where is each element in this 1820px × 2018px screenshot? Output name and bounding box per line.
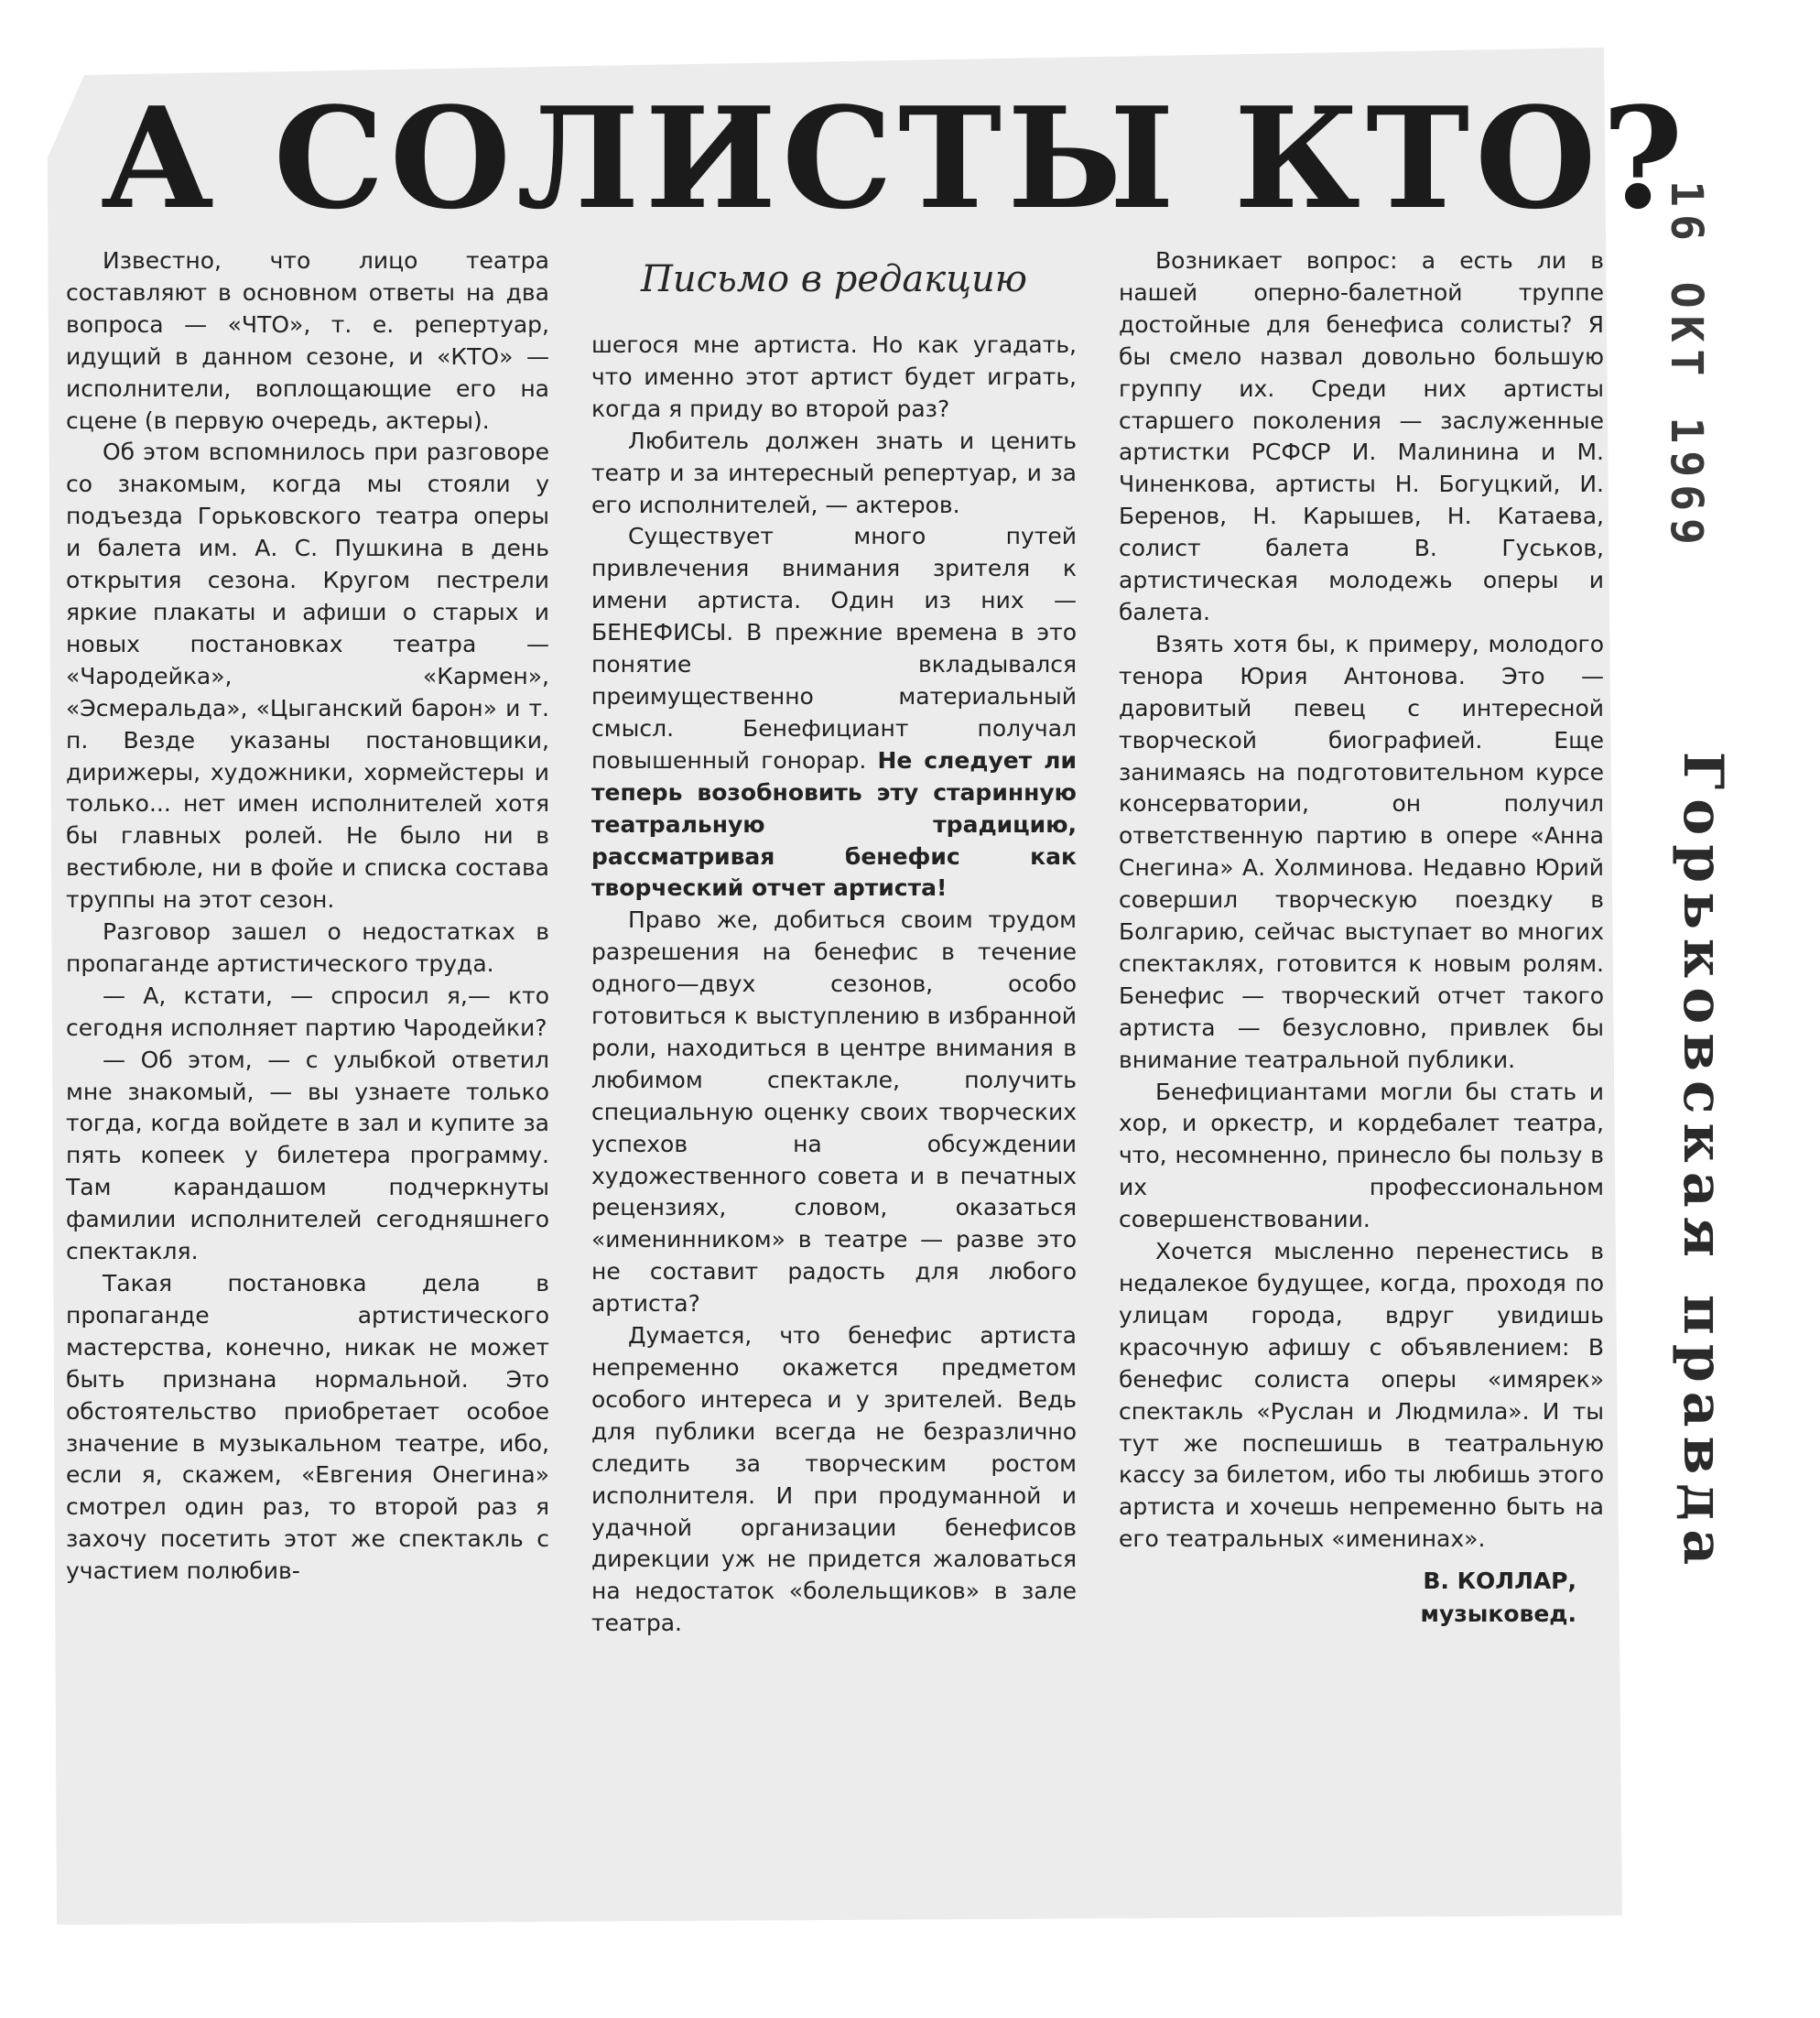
paragraph: Разговор зашел о недостатках в пропаганде артистического труда.	[66, 918, 549, 977]
newspaper-stamp	[1666, 751, 1739, 1575]
bold-proposal: Не следует ли теперь возобновить эту старинную театральную традицию, рассматривая бенефис как творческий отчет артиста!	[591, 746, 1077, 902]
author-name: В. КОЛЛАР,	[1423, 1568, 1576, 1595]
paragraph: Взять хотя бы, к примеру, молодого тенора Юрия Антонова. Это — даровитый певец с интересной творческой биографией. Еще занимаясь на подготовительном курсе консерватории, он получил ответственную партию в опере «Анна Снегина» А. Холминова. Недавно Юрий совершил творческую поездку в Болгарию, сейчас выступает во многих спектаклях, готовится к новым ролям. Бенефис — творческий отчет такого артиста — безусловно, привлек бы внимание театральной публики.	[1119, 630, 1604, 1073]
article-column-2	[591, 330, 1077, 1640]
paragraph: Известно, что лицо театра составляют в основном ответы на два вопроса — «ЧТО», т. е. репертуар, идущий в данном сезоне, и «КТО» — исполнители, воплощающие его на сцене (в первую очередь, актеры).	[66, 247, 549, 434]
headline: А СОЛИСТЫ КТО?	[101, 76, 1689, 240]
paragraph: Думается, что бенефис артиста непременно окажется предметом особого интереса и у зрителей. Ведь для публики всегда не безразлично следить за творческим ростом исполнителя. И при продуманной и удачной организации бенефисов дирекции уж не придется жаловаться на недостаток «болельщиков» в зале театра.	[591, 1322, 1077, 1637]
date-stamp-text: 16 ОКТ 1969	[1661, 180, 1713, 552]
paragraph-text: Существует много путей привлечения внимания зрителя к имени артиста. Один из них — БЕНЕФИСЫ. В прежние времена в это понятие вкладывался преимущественно материальный смысл. Бенефициант получал повышенный гонорар.	[591, 523, 1077, 774]
paragraph: Бенефициантами могли бы стать и хор, и оркестр, и кордебалет театра, что, несомненно, принесло бы пользу в их профессиональном совершенствовании.	[1119, 1078, 1604, 1233]
paragraph: — А, кстати, — спросил я,— кто сегодня исполняет партию Чародейки?	[66, 982, 549, 1041]
article-column-1	[66, 245, 549, 1588]
article-column-3	[1119, 245, 1604, 1631]
paragraph: Такая постановка дела в пропаганде артистического мастерства, конечно, никак не может быть признана нормальной. Это обстоятельство приобретает особое значение в музыкальном театре, ибо, если я, скажем, «Евгения Онегина» смотрел один раз, то второй раз я захочу посетить этот же спектакль с участием полюбив-	[66, 1270, 549, 1585]
author-title: музыковед.	[1420, 1600, 1576, 1628]
subheading: Письмо в редакцию	[640, 258, 1028, 300]
signature	[1119, 1565, 1604, 1631]
paragraph: Право же, добиться своим трудом разрешения на бенефис в течение одного—двух сезонов, особо готовиться к выступлению в избранной роли, находиться в центре внимания в любимом спектакле, получить специальную оценку своих творческих успехов на обсуждении художественного совета и в печатных рецензиях, словом, оказаться «именинником» в театре — разве это не составит радость для любого артиста?	[591, 906, 1077, 1318]
paragraph: — Об этом, — с улыбкой ответил мне знакомый, — вы узнаете только тогда, когда войдете в зал и купите за пять копеек у билетера программу. Там карандашом подчеркнуты фамилии исполнителей сегодняшнего спектакля.	[66, 1046, 549, 1265]
paragraph: Об этом вспомнилось при разговоре со знакомым, когда мы стояли у подъезда Горьковского театра оперы и балета им. А. С. Пушкина в день открытия сезона. Кругом пестрели яркие плакаты и афиши о старых и новых постановках театра — «Чародейка», «Кармен», «Эсмеральда», «Цыганский барон» и т. п. Везде указаны постановщики, дирижеры, художники, хормейстеры и только... нет имен исполнителей хотя бы главных ролей. Не было ни в вестибюле, ни в фойе и списка состава труппы на этот сезон.	[66, 439, 549, 914]
paragraph: шегося мне артиста. Но как угадать, что именно этот артист будет играть, когда я приду во второй раз?	[591, 331, 1077, 422]
paragraph: Возникает вопрос: а есть ли в нашей оперно-балетной труппе достойные для бенефиса солисты? Я бы смело назвал довольно большую группу их. Среди них артисты старшего поколения — заслуженные артистки РСФСР И. Малинина и М. Чиненкова, артисты Н. Богуцкий, И. Беренов, Н. Карышев, Н. Катаева, солист балета В. Гуськов, артистическая молодежь оперы и балета.	[1119, 247, 1604, 625]
paragraph: Любитель должен знать и ценить театр и за интересный репертуар, и за его исполнителей, — актеров.	[591, 427, 1077, 518]
paragraph: Хочется мысленно перенестись в недалекое будущее, когда, проходя по улицам города, вдруг увидишь красочную афишу с объявлением: В бенефис солиста оперы «имярек» спектакль «Руслан и Людмила». И ты тут же поспешишь в театральную кассу за билетом, ибо ты любишь этого артиста и хочешь непременно быть на его театральных «именинах».	[1119, 1238, 1604, 1553]
paragraph	[591, 521, 1077, 905]
date-stamp	[1659, 174, 1714, 559]
newspaper-name: Горьковская правда	[1671, 751, 1736, 1575]
